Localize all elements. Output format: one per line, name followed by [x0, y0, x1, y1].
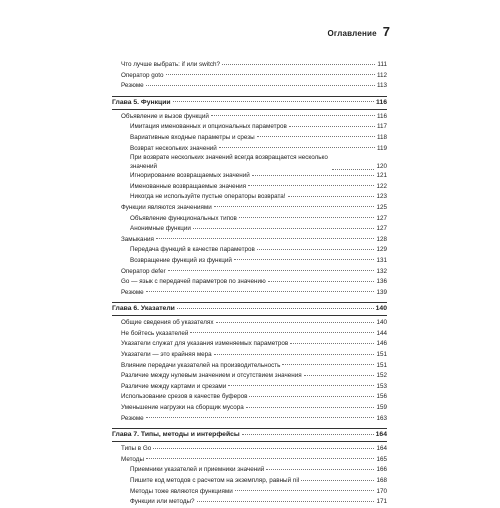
toc-entry-page: 129 [376, 246, 387, 254]
toc-entry-title: Глава 7. Типы, методы и интерфейсы [112, 431, 240, 439]
toc-entry-title: Игнорирование возвращаемых значений [130, 172, 250, 180]
toc-entry [112, 203, 387, 214]
toc-entry-page: 127 [376, 225, 387, 233]
toc-entry [112, 133, 387, 144]
dot-leader [222, 64, 375, 65]
toc-entry [112, 350, 387, 361]
toc-entry-title: Замыкания [121, 235, 154, 243]
dot-leader [239, 217, 375, 218]
toc-entry-title: Влияние передачи указателей на производительность [121, 361, 281, 369]
toc-entry-title: Возвращение функций из функций [130, 256, 232, 264]
dot-leader [289, 126, 375, 127]
toc-entry [112, 403, 387, 414]
toc-entry-page: 117 [376, 123, 387, 131]
toc-entry-page: 119 [376, 144, 387, 152]
page-number: 7 [382, 24, 390, 39]
toc-entry [112, 288, 387, 299]
toc-entry [112, 318, 387, 329]
dot-leader [304, 375, 375, 376]
dot-leader [146, 85, 375, 86]
toc-entry-page: 164 [376, 445, 387, 453]
toc-entry-page: 159 [376, 404, 387, 412]
dot-leader [211, 115, 375, 116]
toc-entry-title: Имитация именованных и опциональных параметров [130, 123, 287, 131]
dot-leader [177, 308, 374, 309]
dot-leader [257, 249, 375, 250]
toc-entry-title: Уменьшение нагрузки на сборщик мусора [121, 404, 244, 412]
toc-entry-title: Функции являются значениями [121, 203, 212, 211]
dot-leader [248, 185, 374, 186]
toc-entry-page: 125 [376, 203, 387, 211]
toc-chapter-entry [112, 302, 387, 316]
toc-entry-page: 164 [375, 431, 387, 439]
toc-entry-title: Объявление и вызов функций [121, 112, 209, 120]
toc-entry-title: Что лучше выбрать: if или switch? [121, 61, 221, 68]
toc-entry-title: Приемники указателей и приемники значений [130, 466, 265, 474]
toc-entry-page: 163 [376, 414, 387, 422]
running-header [318, 24, 390, 38]
toc-entry-title: Указатели служат для указания изменяемых параметров [121, 340, 289, 348]
dot-leader [228, 385, 374, 386]
dot-leader [146, 291, 375, 292]
dot-leader [197, 501, 375, 502]
toc-entry-page: 112 [376, 71, 387, 79]
toc-entry-page: 152 [376, 372, 387, 380]
dot-leader [214, 354, 375, 355]
toc-entry [112, 144, 387, 155]
dot-leader [219, 147, 375, 148]
toc-entry-page: 132 [376, 267, 387, 275]
toc-entry-page: 127 [376, 214, 387, 222]
toc-entry [112, 487, 387, 498]
toc-entry-title: Именованные возвращаемые значения [130, 182, 246, 190]
dot-leader [242, 434, 374, 435]
toc-entry [112, 171, 387, 182]
toc-entry-title: Резюме [121, 414, 144, 422]
toc-entry-title: Типы в Go [121, 445, 152, 453]
toc-entry [112, 497, 387, 508]
toc-entry-title: Go — язык с передачей параметров по значению [121, 278, 266, 286]
toc-entry-title: Оператор defer [121, 267, 166, 275]
toc-entry [112, 112, 387, 123]
toc-entry [112, 444, 387, 455]
dot-leader [156, 238, 375, 239]
toc-entry-page: 113 [376, 82, 387, 90]
dot-leader [173, 101, 374, 102]
toc-entry-page: 111 [377, 61, 387, 68]
toc-entry-title: Не бойтесь указателей [121, 329, 189, 337]
toc-entry [112, 235, 387, 246]
toc-entry [112, 81, 387, 92]
toc-entry [112, 277, 387, 288]
toc-entry-page: 166 [376, 466, 387, 474]
toc-entry [112, 329, 387, 340]
toc-entry-title: Общие сведения об указателях [121, 319, 214, 327]
toc-entry [112, 382, 387, 393]
toc-entry-title: Различие между картами и срезами [121, 382, 227, 390]
toc-entry-title: При возврате нескольких значений всегда возвращается несколько значений [130, 154, 328, 170]
dot-leader [190, 332, 374, 333]
dot-leader [168, 270, 375, 271]
toc-entry [112, 361, 387, 372]
dot-leader [257, 136, 375, 137]
toc-entry-page: 165 [376, 455, 387, 463]
toc-entry-page: 120 [376, 162, 387, 170]
toc-entry [112, 371, 387, 382]
toc-entry-page: 151 [376, 361, 387, 369]
dot-leader [268, 281, 375, 282]
toc-entry-page: 118 [376, 133, 387, 141]
toc-chapter-entry [112, 428, 387, 442]
toc-entry [112, 60, 387, 71]
toc-entry-page: 140 [375, 305, 387, 313]
toc-entry [112, 224, 387, 235]
dot-leader [234, 259, 375, 260]
toc-entry [112, 339, 387, 350]
dot-leader [146, 458, 374, 459]
toc-chapter-entry [112, 96, 387, 110]
toc-entry-title: Вариативные входные параметры и срезы [130, 133, 255, 141]
toc-entry [112, 122, 387, 133]
toc-entry-title: Функции или методы? [130, 498, 195, 506]
dot-leader [246, 407, 375, 408]
toc-entry-page: 116 [376, 98, 387, 106]
table-of-contents [112, 60, 387, 508]
toc-entry [112, 192, 387, 203]
dot-leader [290, 343, 374, 344]
dot-leader [216, 322, 375, 323]
toc-entry-title: Пишите код методов с расчетом на экземпляр, равный nil [130, 477, 300, 484]
dot-leader [332, 169, 374, 170]
dot-leader [301, 480, 374, 481]
dot-leader [252, 175, 375, 176]
toc-entry-page: 146 [376, 340, 387, 348]
dot-leader [249, 396, 374, 397]
toc-entry [112, 214, 387, 225]
dot-leader [266, 469, 374, 470]
toc-entry-page: 153 [376, 382, 387, 390]
toc-entry [112, 392, 387, 403]
toc-entry-title: Никогда не используйте пустые операторы возврата! [130, 193, 286, 201]
toc-entry-page: 171 [376, 498, 387, 506]
dot-leader [193, 228, 375, 229]
toc-entry [112, 414, 387, 425]
dot-leader [288, 196, 375, 197]
toc-entry-title: Объявление функциональных типов [130, 214, 237, 222]
dot-leader [146, 417, 375, 418]
toc-entry-title: Анонимные функции [130, 225, 191, 233]
toc-entry [112, 465, 387, 476]
toc-entry-page: 140 [376, 319, 387, 327]
toc-entry-title: Глава 5. Функции [112, 98, 171, 106]
toc-entry-page: 121 [376, 172, 387, 180]
dot-leader [166, 74, 375, 75]
toc-entry-title: Глава 6. Указатели [112, 305, 175, 313]
toc-entry-title: Передача функций в качестве параметров [130, 246, 255, 254]
toc-entry [112, 154, 387, 171]
dot-leader [282, 364, 374, 365]
toc-entry [112, 182, 387, 193]
toc-entry-title: Различие между нулевым значением и отсутствием значения [121, 372, 302, 380]
toc-entry-title: Методы тоже являются функциями [130, 487, 233, 495]
toc-entry-page: 116 [376, 112, 387, 120]
toc-entry-page: 131 [376, 256, 387, 264]
toc-entry-title: Методы [121, 455, 144, 463]
toc-entry-page: 122 [376, 182, 387, 190]
toc-entry-page: 144 [376, 329, 387, 337]
toc-entry-title: Резюме [121, 82, 144, 90]
toc-entry-title: Указатели — это крайняя мера [121, 351, 212, 359]
toc-entry-title: Резюме [121, 288, 144, 296]
toc-entry [112, 245, 387, 256]
toc-entry [112, 476, 387, 487]
toc-entry-page: 151 [376, 351, 387, 359]
toc-entry-page: 156 [376, 393, 387, 401]
toc-entry-title: Возврат нескольких значений [130, 144, 217, 152]
toc-entry-title: Использование срезов в качестве буферов [121, 393, 248, 401]
dot-leader [153, 448, 374, 449]
toc-entry [112, 267, 387, 278]
dot-leader [235, 490, 375, 491]
toc-entry [112, 455, 387, 466]
toc-entry-page: 136 [376, 278, 387, 286]
toc-entry-page: 168 [376, 477, 387, 484]
toc-entry-title: Оператор goto [121, 71, 164, 79]
toc-entry-page: 128 [376, 235, 387, 243]
toc-entry [112, 256, 387, 267]
toc-entry-page: 170 [376, 487, 387, 495]
running-header-title: Оглавление [327, 29, 377, 38]
toc-entry-page: 123 [376, 193, 387, 201]
toc-entry-page: 139 [376, 288, 387, 296]
dot-leader [214, 206, 375, 207]
toc-entry [112, 71, 387, 82]
